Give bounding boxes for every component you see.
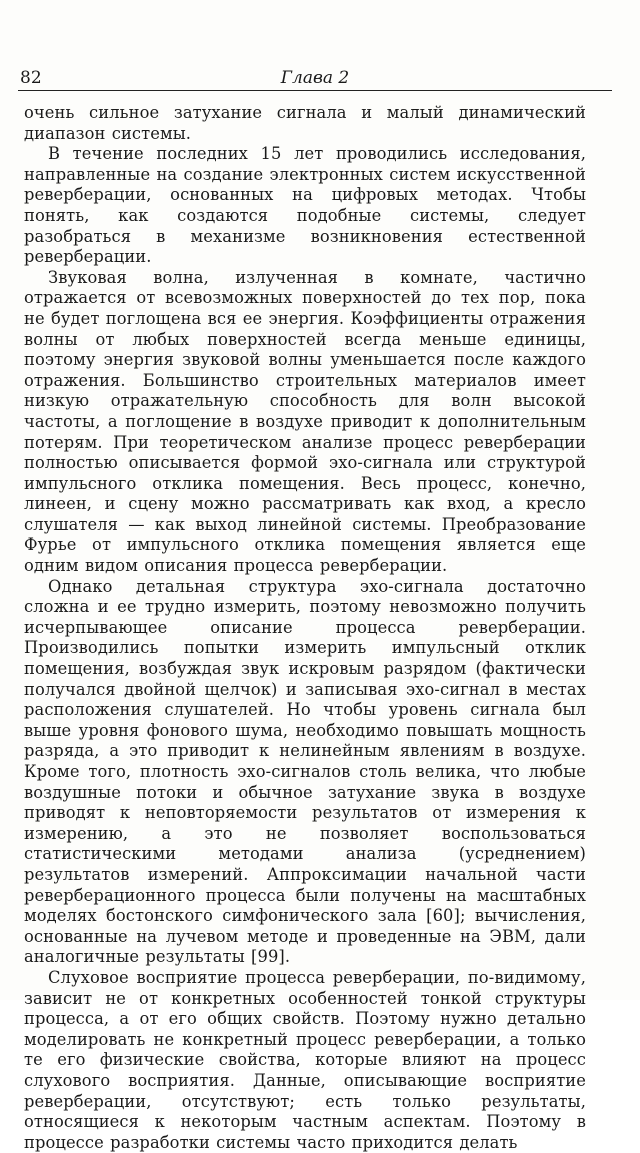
chapter-title: Глава 2 xyxy=(280,68,350,88)
paragraph: Однако детальная структура эхо-сигнала достаточно сложна и ее трудно измерить, поэтому невозможно получить исчерпывающее описание процесса реверберации. Производились попытки измерить импульсный отклик помещения, возбуждая звук искровым разрядом (фактически получался двойной щелчок) и записывая эхо-сигнал в местах расположения слушателей. Но чтобы уровень сигнала был выше уровня фонового шума, необходимо повышать мощность разряда, а это приводит к нелинейным явлениям в воздухе. Кроме того, плотность эхо-сигналов столь велика, что любые воздушные потоки и обычное затухание звука в воздухе приводят к неповторяемости результатов от измерения к измерению, а это не позволяет воспользоваться статистическими методами анализа (усреднением) результатов измерений. Аппроксимации начальной части реверберационного процесса были получены на масштабных моделях бостонского симфонического зала [60]; вычисления, основанные на лучевом методе и проведенные на ЭВМ, дали аналогичные результаты [99]. xyxy=(24,576,586,967)
paragraph-continuation: очень сильное затухание сигнала и малый динамический диапазон системы. xyxy=(24,103,586,143)
page-header xyxy=(18,68,612,91)
text-body xyxy=(24,103,586,1153)
paragraph: Звуковая волна, излученная в комнате, частично отражается от всевозможных поверхностей до тех пор, пока не будет поглощена вся ее энергия. Коэффициенты отражения волны от любых поверхностей всегда меньше единицы, поэтому энергия звуковой волны уменьшается после каждого отражения. Большинство строительных материалов имеет низкую отражательную способность для волн высокой частоты, а поглощение в воздухе приводит к дополнительным потерям. При теоретическом анализе процесс реверберации полностью описывается формой эхо-сигнала или структурой импульсного отклика помещения. Весь процесс, конечно, линеен, и сцену можно рассматривать как вход, а кресло слушателя — как выход линейной системы. Преобразование Фурье от импульсного отклика помещения является еще одним видом описания процесса реверберации. xyxy=(24,267,586,576)
paragraph: Слуховое восприятие процесса реверберации, по-видимому, зависит не от конкретных особенностей тонкой структуры процесса, а от его общих свойств. Поэтому нужно детально моделировать не конкретный процесс реверберации, а только те его физические свойства, которые влияют на процесс слухового восприятия. Данные, описывающие восприятие реверберации, отсутствуют; есть только результаты, относящиеся к некоторым частным аспектам. Поэтому в процессе разработки системы часто приходится делать xyxy=(24,967,586,1152)
page-number: 82 xyxy=(20,68,42,88)
paragraph: В течение последних 15 лет проводились исследования, направленные на создание электронных систем искусственной реверберации, основанных на цифровых методах. Чтобы понять, как создаются подобные системы, следует разобраться в механизме возникновения естественной реверберации. xyxy=(24,144,586,267)
